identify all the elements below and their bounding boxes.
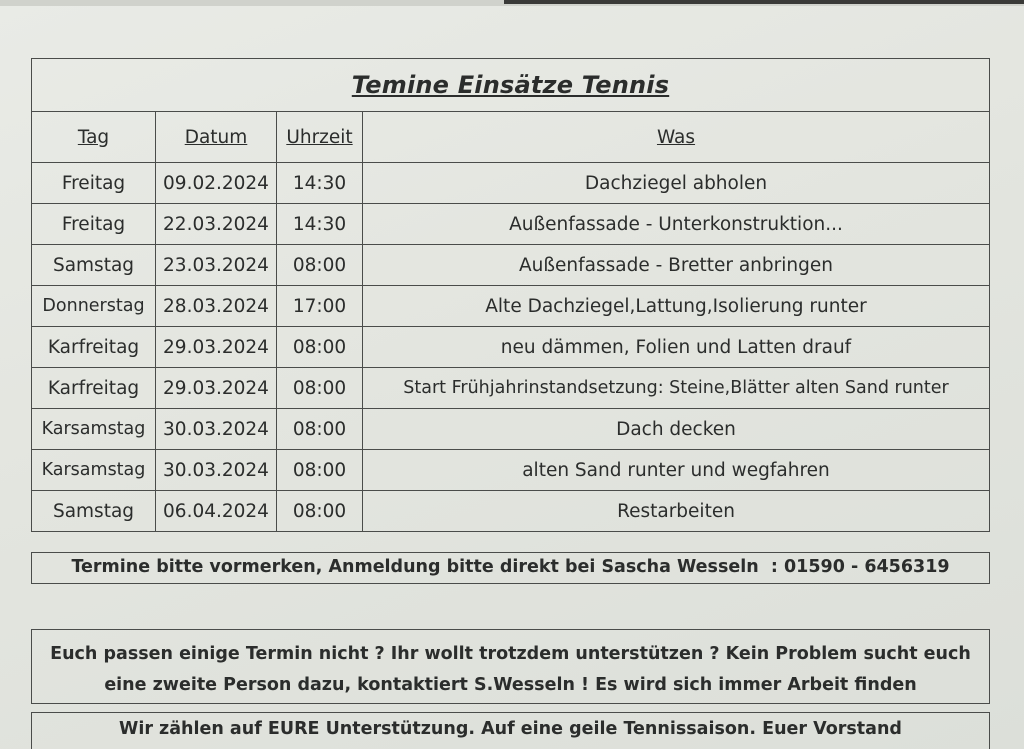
table-row: [32, 450, 990, 491]
help-line-1: Euch passen einige Termin nicht ? Ihr wollt trotzdem unterstützen ? Kein Problem sucht euch: [50, 644, 971, 664]
header-row: [32, 112, 990, 163]
cell-tag: Freitag: [32, 163, 156, 204]
cell-was: Alte Dachziegel,Lattung,Isolierung runter: [363, 286, 990, 327]
table-row: [32, 368, 990, 409]
cell-tag: Karfreitag: [32, 327, 156, 368]
header-tag: Tag: [32, 112, 156, 163]
table-row: [32, 163, 990, 204]
cell-datum: 22.03.2024: [156, 204, 277, 245]
page-title: [32, 59, 990, 112]
cell-was: Start Frühjahrinstandsetzung: Steine,Blätter alten Sand runter: [363, 368, 990, 409]
cell-uhrzeit: 08:00: [277, 245, 363, 286]
cell-datum: 28.03.2024: [156, 286, 277, 327]
cell-uhrzeit: 08:00: [277, 450, 363, 491]
cell-datum: 30.03.2024: [156, 409, 277, 450]
cell-tag: Donnerstag: [32, 286, 156, 327]
cell-datum: 30.03.2024: [156, 450, 277, 491]
contact-notice: Termine bitte vormerken, Anmeldung bitte direkt bei Sascha Wesseln : 01590 - 6456319: [31, 552, 990, 584]
cell-uhrzeit: 08:00: [277, 409, 363, 450]
cell-uhrzeit: 08:00: [277, 491, 363, 532]
table-row: [32, 327, 990, 368]
help-box: [31, 629, 990, 704]
header-datum: Datum: [156, 112, 277, 163]
cell-tag: Karsamstag: [32, 409, 156, 450]
cell-datum: 09.02.2024: [156, 163, 277, 204]
header-uhrzeit: Uhrzeit: [277, 112, 363, 163]
schedule-table: [31, 58, 990, 532]
table-row: [32, 286, 990, 327]
table-row: [32, 491, 990, 532]
cell-was: Dachziegel abholen: [363, 163, 990, 204]
header-was: Was: [363, 112, 990, 163]
cell-tag: Samstag: [32, 245, 156, 286]
page-edge: [0, 0, 1024, 6]
title-row: [32, 59, 990, 112]
cell-datum: 29.03.2024: [156, 368, 277, 409]
cell-uhrzeit: 08:00: [277, 368, 363, 409]
cell-was: Außenfassade - Unterkonstruktion...: [363, 204, 990, 245]
table-row: [32, 245, 990, 286]
table-row: [32, 204, 990, 245]
cell-was: Dach decken: [363, 409, 990, 450]
cell-tag: Freitag: [32, 204, 156, 245]
help-line-2: eine zweite Person dazu, kontaktiert S.Wesseln ! Es wird sich immer Arbeit finden: [104, 675, 917, 695]
table-row: [32, 409, 990, 450]
cell-was: Restarbeiten: [363, 491, 990, 532]
cell-was: alten Sand runter und wegfahren: [363, 450, 990, 491]
cell-was: Außenfassade - Bretter anbringen: [363, 245, 990, 286]
cell-tag: Karsamstag: [32, 450, 156, 491]
cell-datum: 23.03.2024: [156, 245, 277, 286]
cell-uhrzeit: 14:30: [277, 204, 363, 245]
cell-tag: Karfreitag: [32, 368, 156, 409]
background-edge: [504, 0, 1024, 4]
cell-datum: 06.04.2024: [156, 491, 277, 532]
cell-uhrzeit: 14:30: [277, 163, 363, 204]
closing-note: Wir zählen auf EURE Unterstützung. Auf eine geile Tennissaison. Euer Vorstand: [31, 712, 990, 749]
cell-tag: Samstag: [32, 491, 156, 532]
page-title-text: Temine Einsätze Tennis: [351, 71, 670, 99]
cell-uhrzeit: 08:00: [277, 327, 363, 368]
cell-uhrzeit: 17:00: [277, 286, 363, 327]
cell-was: neu dämmen, Folien und Latten drauf: [363, 327, 990, 368]
cell-datum: 29.03.2024: [156, 327, 277, 368]
